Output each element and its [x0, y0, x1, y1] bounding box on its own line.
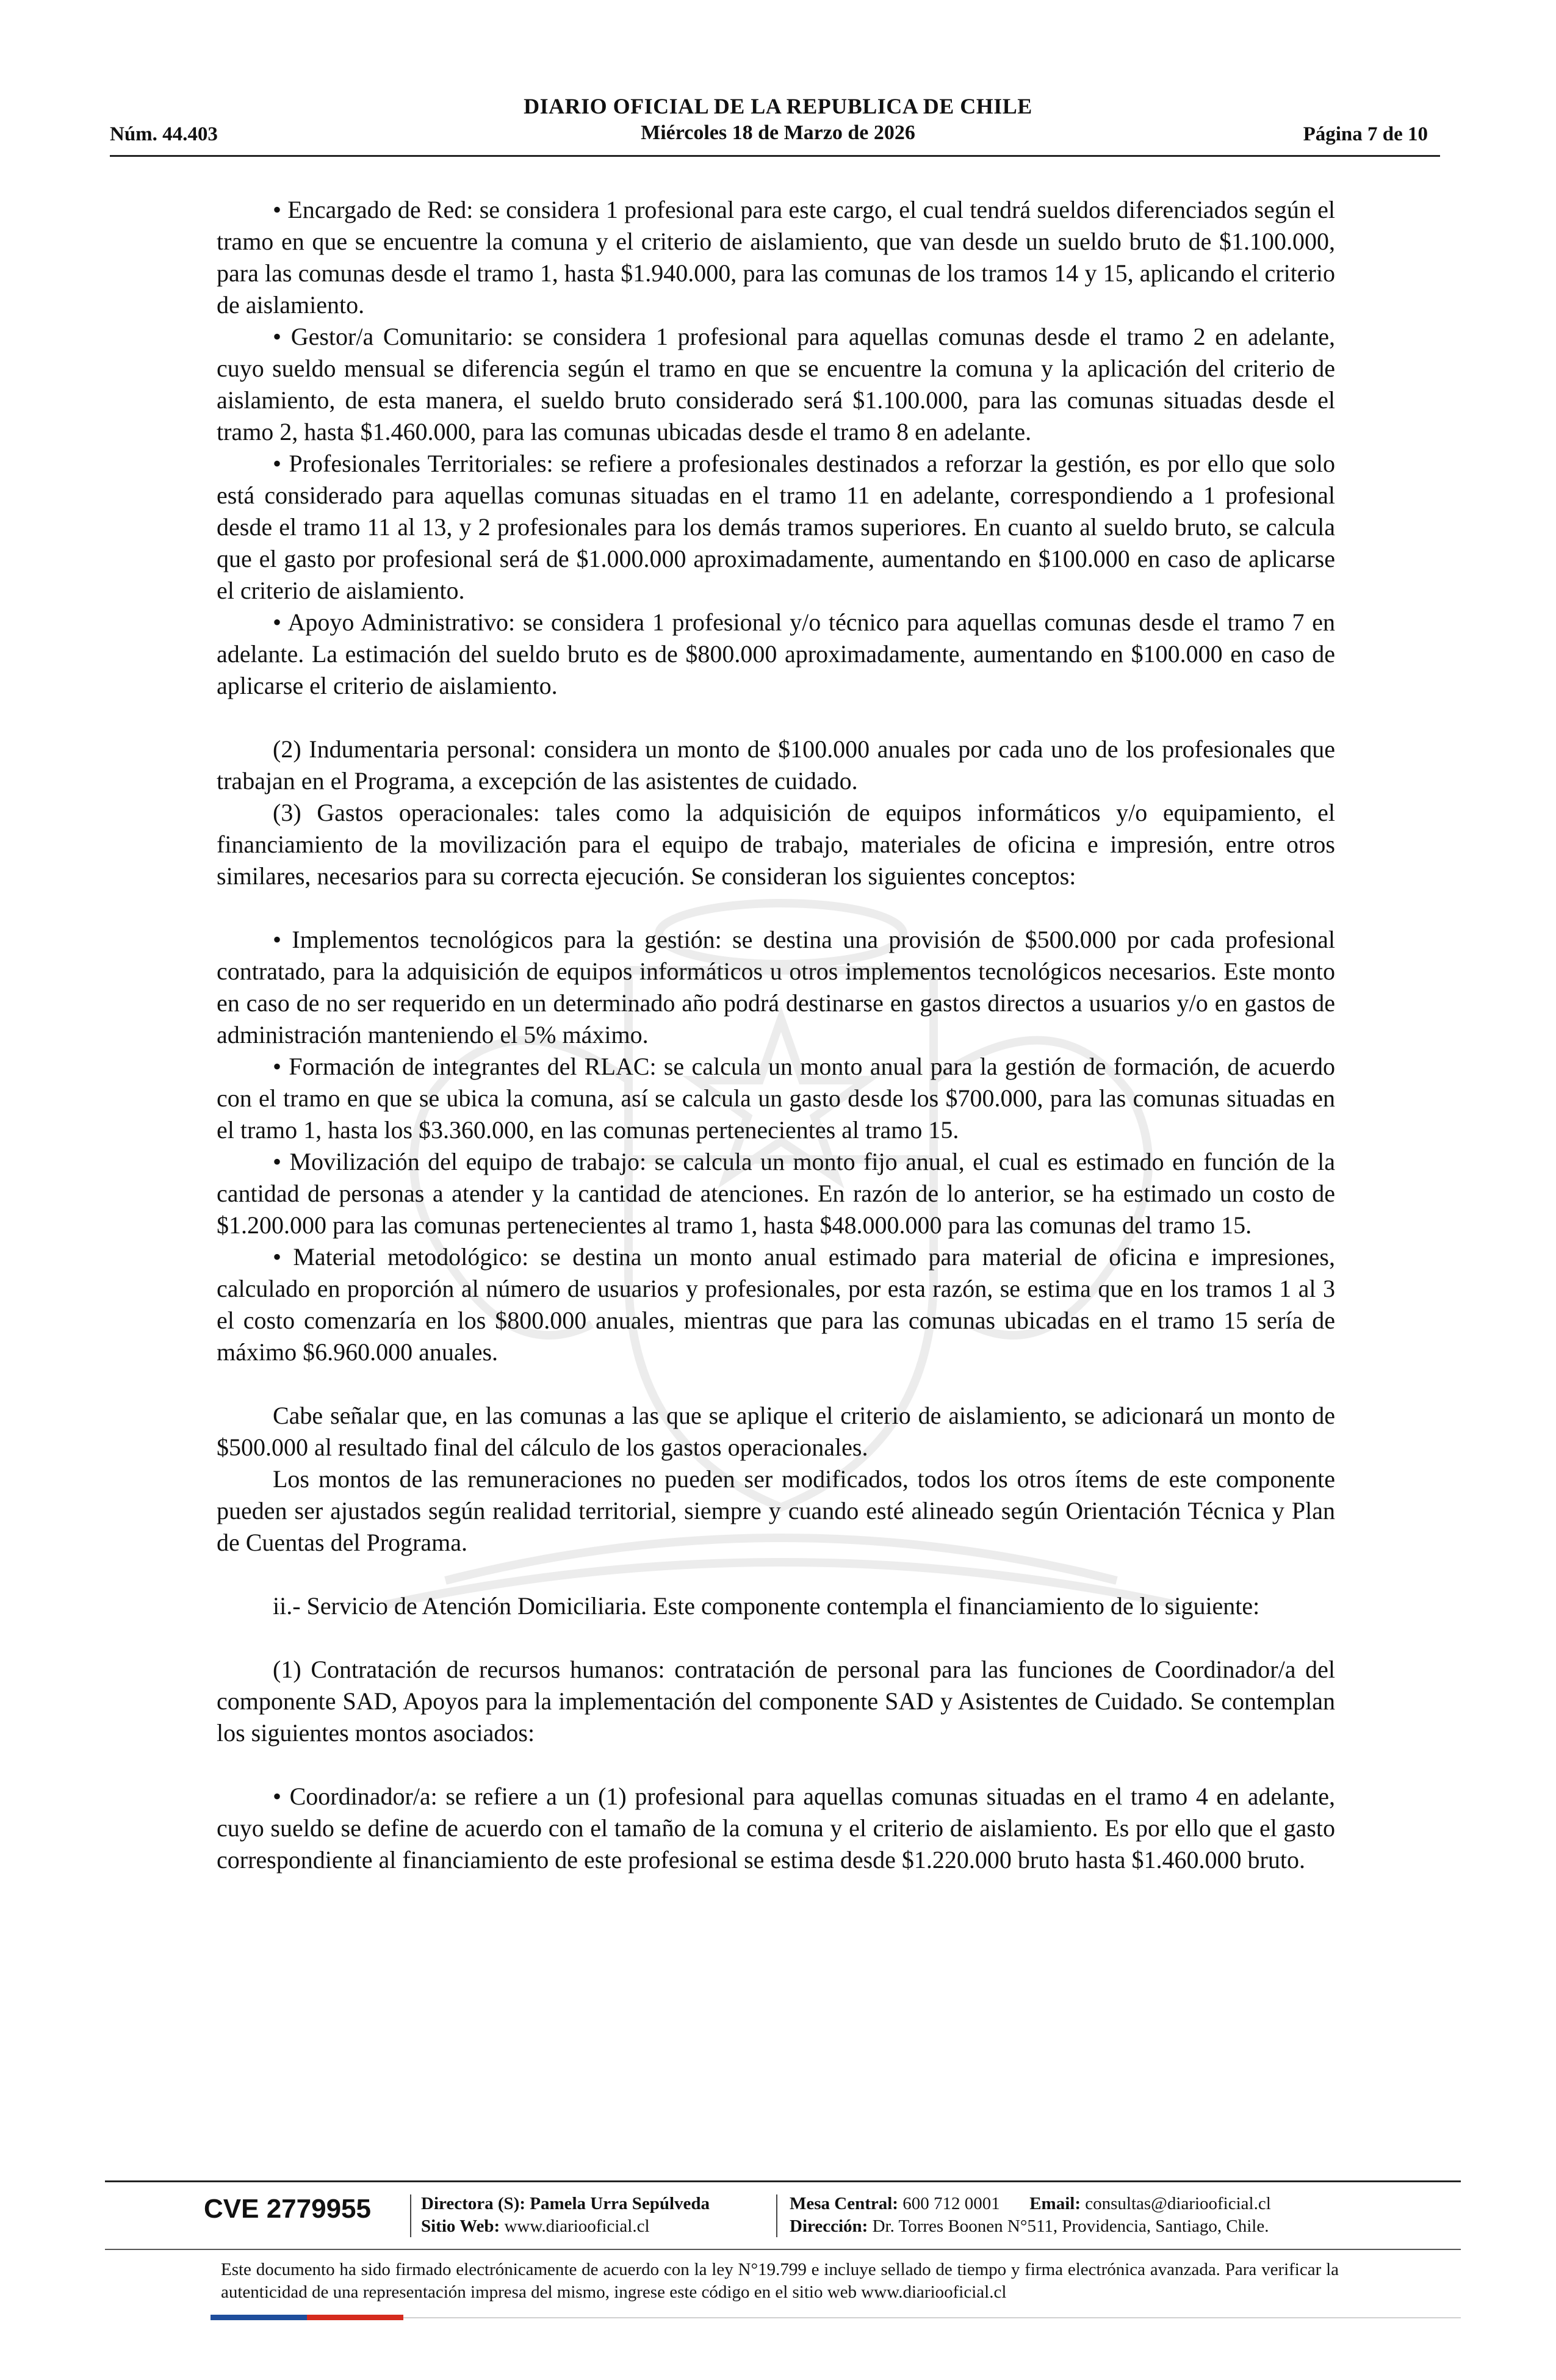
document-body — [217, 194, 1335, 1876]
paragraph-gastos-operacionales: (3) Gastos operacionales: tales como la adquisición de equipos informáticos y/o equipamiento, el financiamiento de la movilización para el equipo de trabajo, materiales de oficina e impresión, entre otros similares, necesarios para su correcta ejecución. Se consideran los siguientes conceptos: — [217, 799, 1335, 890]
paragraph-montos-remuneraciones: Los montos de las remuneraciones no pueden ser modificados, todos los otros ítems de este componente pueden ser ajustados según realidad territorial, siempre y cuando esté alineado según Orientación Técnica y Plan de Cuentas del Programa. — [217, 1465, 1335, 1556]
email-link[interactable]: consultas@diariooficial.cl — [1085, 2194, 1271, 2213]
paragraph-gestor-comunitario: • Gestor/a Comunitario: se considera 1 profesional para aquellas comunas desde el tramo 2 en adelante, cuyo sueldo mensual se diferencia según el tramo en que se encuentre la comuna y la aplicación del criterio de aislamiento, de esta manera, el sueldo bruto considerado será $1.100.000, para las comunas situadas desde el tramo 2, hasta $1.460.000, para las comunas ubicadas desde el tramo 8 en adelante. — [217, 323, 1335, 445]
phone-label: Mesa Central: — [790, 2194, 898, 2213]
paragraph-movilizacion: • Movilización del equipo de trabajo: se calcula un monto fijo anual, el cual es estimado en función de la cantidad de personas a atender y la cantidad de atenciones. En razón de lo anterior, se ha estimado un costo de $1.200.000 para las comunas pertenecientes al tramo 1, hasta $48.000.000 para las comunas del tramo 15. — [217, 1148, 1335, 1239]
paragraph-encargado-red: • Encargado de Red: se considera 1 profesional para este cargo, el cual tendrá sueldos diferenciados según el tramo en que se encuentre la comuna y el criterio de aislamiento, que van desde un sueldo bruto de $1.100.000, para las comunas desde el tramo 1, hasta $1.940.000, para las comunas de los tramos 14 y 15, aplicando el criterio de aislamiento. — [217, 196, 1335, 319]
page-number: Página 7 de 10 — [1303, 123, 1428, 145]
issue-number: Núm. 44.403 — [110, 123, 218, 145]
newspaper-title: DIARIO OFICIAL DE LA REPUBLICA DE CHILE — [524, 94, 1032, 118]
paragraph-implementos-tecnologicos: • Implementos tecnológicos para la gestión: se destina una provisión de $500.000 por cada profesional contratado, para la adquisición de equipos informáticos u otros implementos tecnológicos necesarios. Este monto en caso de no ser requerido en un determinado año podrá destinarse en gastos directos a usuarios y/o en gastos de administración manteniendo el 5% máximo. — [217, 926, 1335, 1048]
flag-stripe — [211, 2315, 403, 2320]
footer-director-block — [421, 2193, 710, 2238]
footer-divider-top — [105, 2180, 1461, 2182]
footer-separator — [410, 2194, 411, 2237]
flag-red-segment — [307, 2315, 403, 2320]
website-link[interactable]: www.diariooficial.cl — [504, 2216, 650, 2236]
paragraph-contratacion-rrhh: (1) Contratación de recursos humanos: contratación de personal para las funciones de Coordinador/a del componente SAD, Apoyos para la implementación del componente SAD y Asistentes de Cuidado. Se contemplan los siguientes montos asociados: — [217, 1656, 1335, 1747]
phone-number: 600 712 0001 — [902, 2194, 1000, 2213]
flag-blue-segment — [211, 2315, 307, 2320]
paragraph-servicio-atencion-domiciliaria: ii.- Servicio de Atención Domiciliaria. Este componente contempla el financiamiento de lo siguiente: — [273, 1592, 1260, 1620]
paragraph-indumentaria: (2) Indumentaria personal: considera un monto de $100.000 anuales por cada uno de los profesionales que trabajan en el Programa, a excepción de las asistentes de cuidado. — [217, 735, 1335, 795]
footer-separator — [776, 2194, 777, 2237]
email-label: Email: — [1029, 2194, 1081, 2213]
flag-stripe-line — [403, 2317, 1461, 2318]
paragraph-apoyo-administrativo: • Apoyo Administrativo: se considera 1 profesional y/o técnico para aquellas comunas desde el tramo 7 en adelante. La estimación del sueldo bruto es de $800.000 aproximadamente, aumentando en $100.000 en caso de aplicarse el criterio de aislamiento. — [217, 608, 1335, 699]
footer-contact-block — [790, 2193, 1271, 2238]
address-text: Dr. Torres Boonen N°511, Providencia, Santiago, Chile. — [872, 2216, 1269, 2236]
footer-divider-middle — [105, 2249, 1461, 2250]
paragraph-profesionales-territoriales: • Profesionales Territoriales: se refiere a profesionales destinados a reforzar la gestión, es por ello que solo está considerado para aquellas comunas situadas en el tramo 11 en adelante, correspondiendo a 1 profesional desde el tramo 11 al 13, y 2 profesionales para los demás tramos superiores. En cuanto al sueldo bruto, se calcula que el gasto por profesional será de $1.000.000 aproximadamente, aumentando en $100.000 en caso de aplicarse el criterio de aislamiento. — [217, 450, 1335, 604]
address-label: Dirección: — [790, 2216, 868, 2236]
issue-date: Miércoles 18 de Marzo de 2026 — [641, 121, 915, 144]
paragraph-criterio-aislamiento: Cabe señalar que, en las comunas a las que se aplique el criterio de aislamiento, se adicionará un monto de $500.000 al resultado final del cálculo de los gastos operacionales. — [217, 1402, 1335, 1461]
paragraph-material-metodologico: • Material metodológico: se destina un monto anual estimado para material de oficina e impresiones, calculado en proporción al número de usuarios y profesionales, por esta razón, se estima que en los tramos 1 al 3 el costo comenzaría en los $800.000 anuales, mientras que para las comunas ubicadas en el tramo 15 sería de máximo $6.960.000 anuales. — [217, 1243, 1335, 1366]
paragraph-formacion-rlac: • Formación de integrantes del RLAC: se calcula un monto anual para la gestión de formación, de acuerdo con el tramo en que se ubica la comuna, así se calcula un gasto desde los $700.000, para las comunas situadas en el tramo 1, hasta los $3.360.000, en las comunas pertenecientes al tramo 15. — [217, 1053, 1335, 1144]
website-label: Sitio Web: — [421, 2216, 500, 2236]
director-label: Directora (S): — [421, 2194, 525, 2213]
cve-code: CVE 2779955 — [204, 2194, 371, 2224]
director-name: Pamela Urra Sepúlveda — [530, 2194, 710, 2213]
digital-signature-note: Este documento ha sido firmado electrónicamente de acuerdo con la ley N°19.799 e incluye sellado de tiempo y firma electrónica avanzada. Para verificar la autenticidad de una representación impresa del mismo, ingrese este código en el sitio web www.diariooficial.cl — [221, 2260, 1339, 2302]
header-divider — [110, 155, 1440, 157]
paragraph-coordinador: • Coordinador/a: se refiere a un (1) profesional para aquellas comunas situadas en el tramo 4 en adelante, cuyo sueldo se define de acuerdo con el tamaño de la comuna y el criterio de aislamiento. Es por ello que el gasto correspondiente al financiamiento de este profesional se estima desde $1.220.000 bruto hasta $1.460.000 bruto. — [217, 1783, 1335, 1873]
